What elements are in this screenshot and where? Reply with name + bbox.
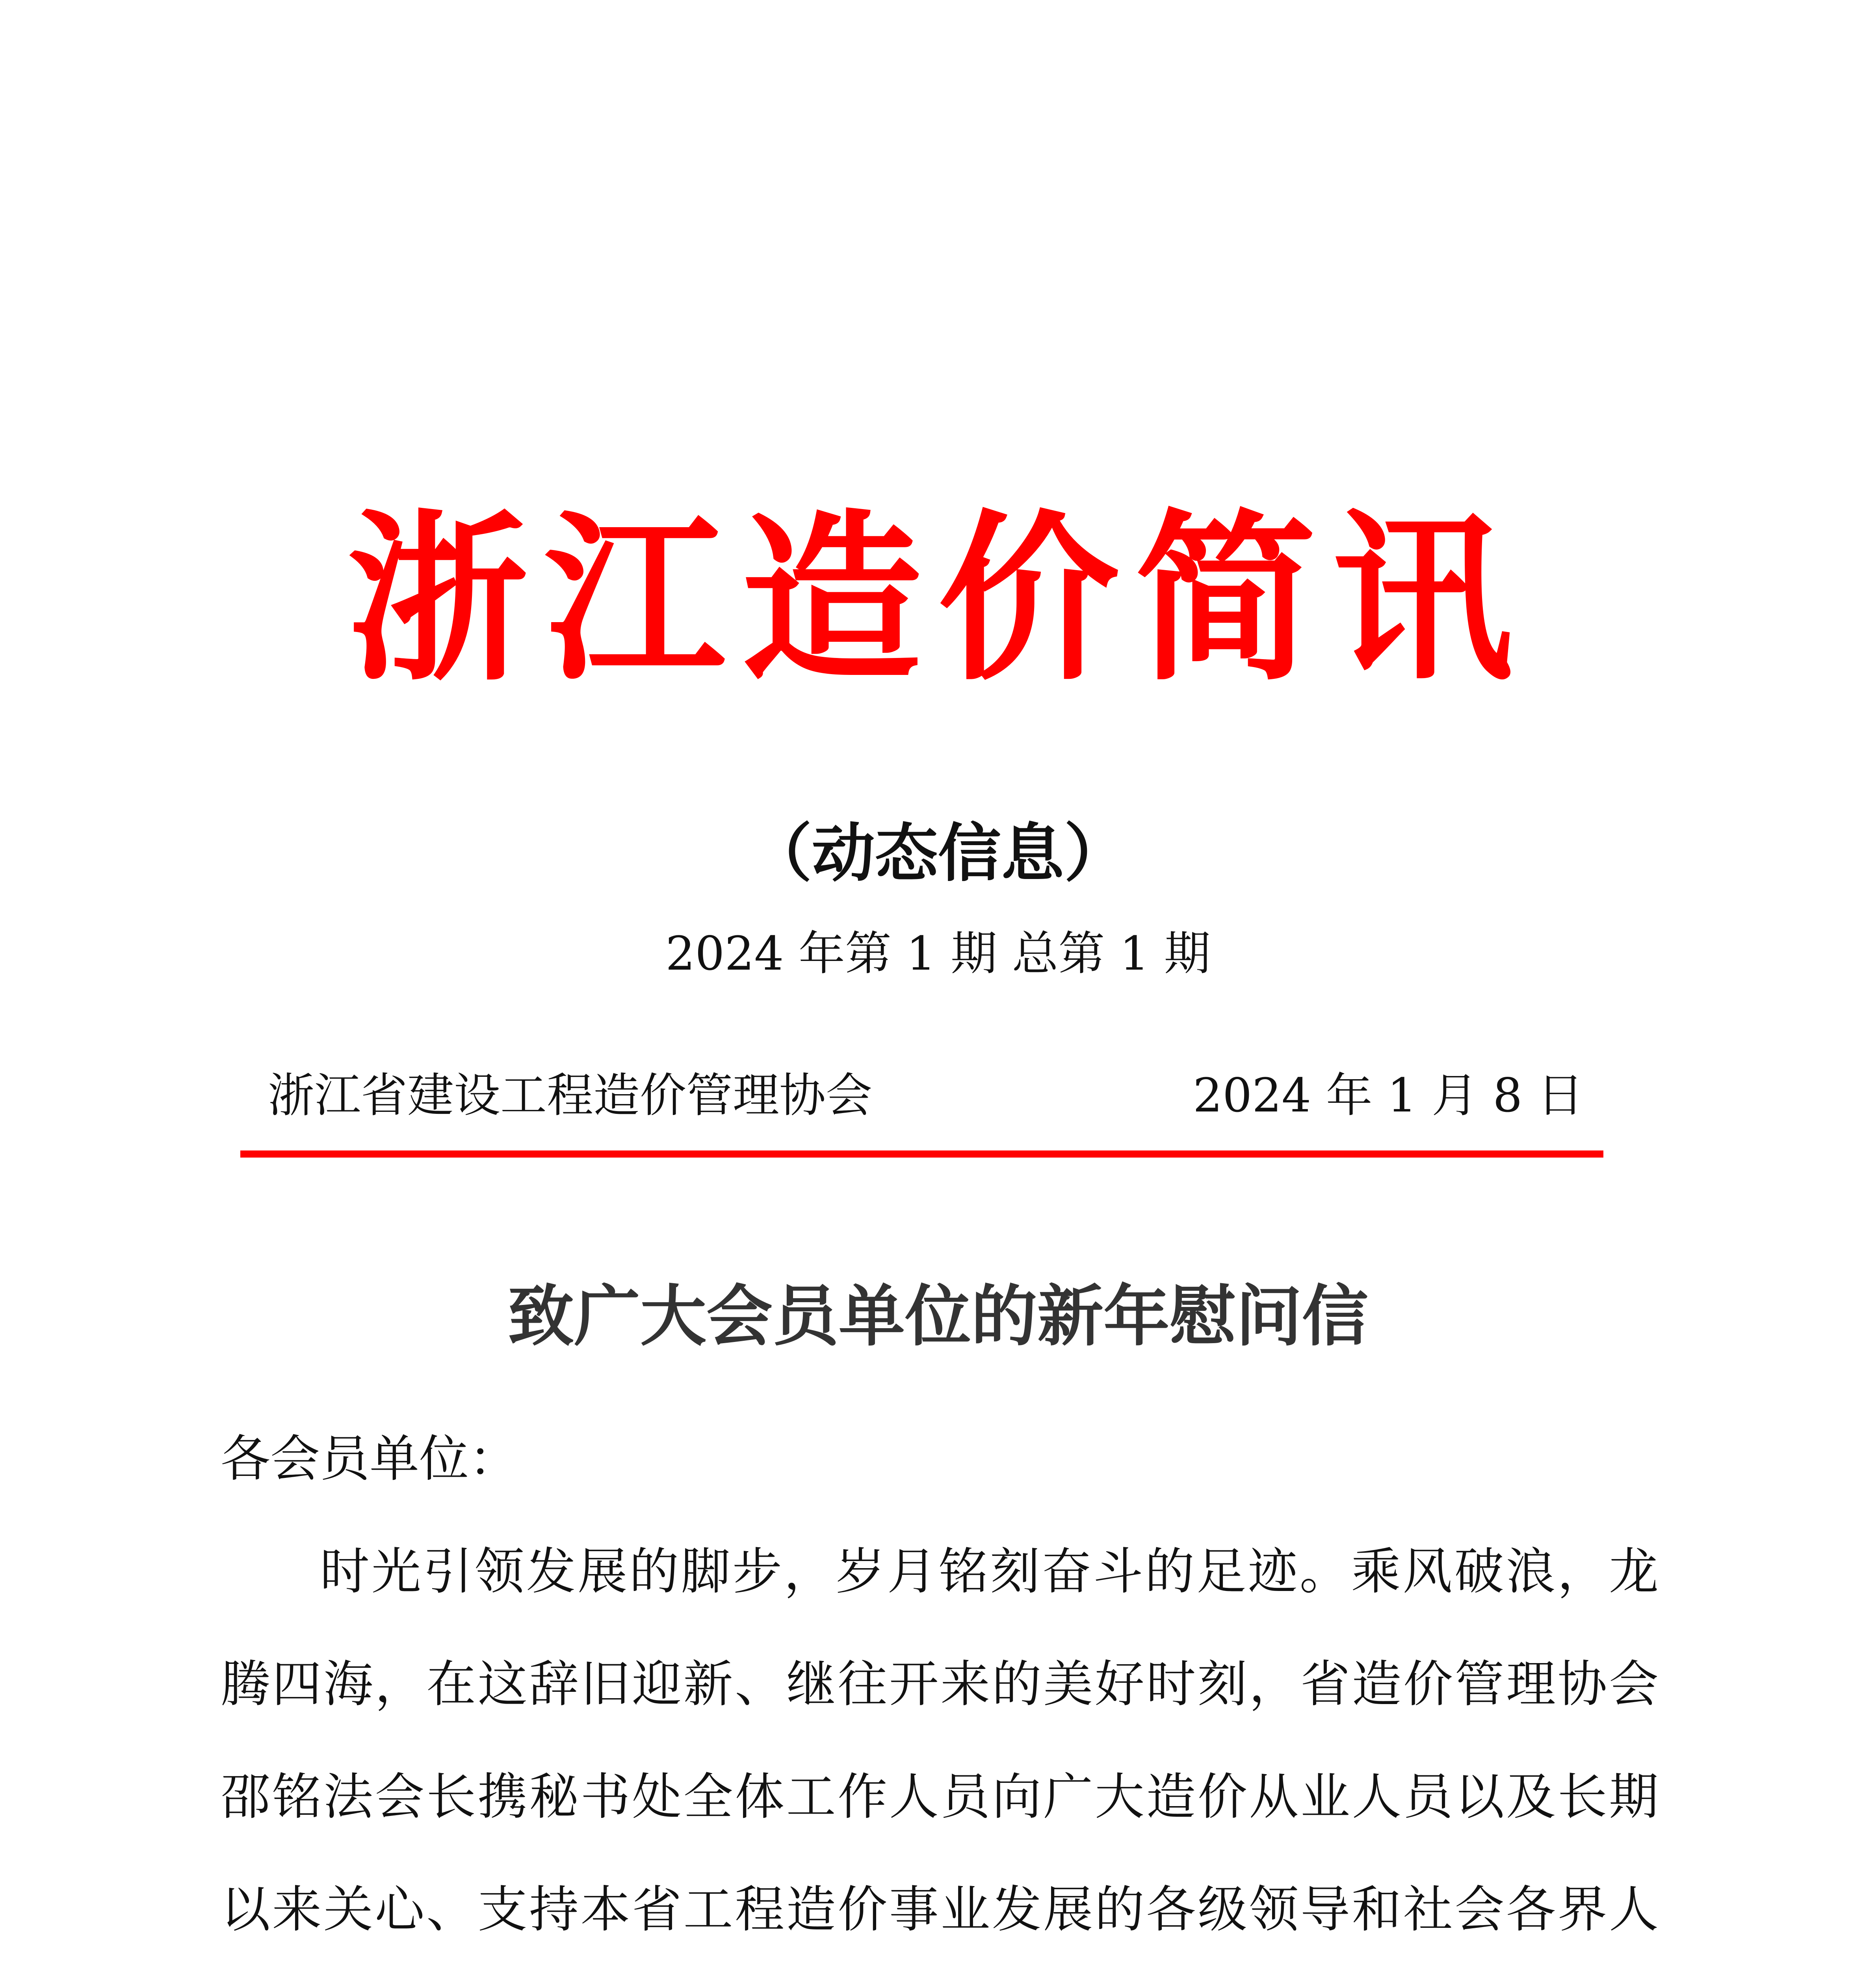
masthead-subtitle: （动态信息） (749, 816, 1127, 890)
letter-body (221, 1403, 1659, 1970)
salutation: 各会员单位： (221, 1430, 518, 1488)
red-divider (240, 1150, 1603, 1158)
masthead-title: 浙江造价简讯 (347, 492, 1529, 705)
letter-title: 致广大会员单位的新年慰问信 (508, 1277, 1368, 1355)
paragraph-1: 时光引领发展的脚步，岁月铭刻奋斗的足迹。乘风破浪，龙腾四海，在这辞旧迎新、继往开来的美好时刻，省造价管理协会邵铭法会长携秘书处全体工作人员向广大造价从业人员以及长期以来关心、支持本省工程造价事业发展的各级领导和社会各界人 (221, 1543, 1659, 1938)
issuer-name: 浙江省建设工程造价管理协会 (268, 1068, 873, 1123)
issue-number: 2024 年第 1 期 总第 1 期 (665, 926, 1211, 981)
issue-date: 2024 年 1 月 8 日 (1193, 1068, 1584, 1123)
issuer-row (268, 1060, 1615, 1131)
